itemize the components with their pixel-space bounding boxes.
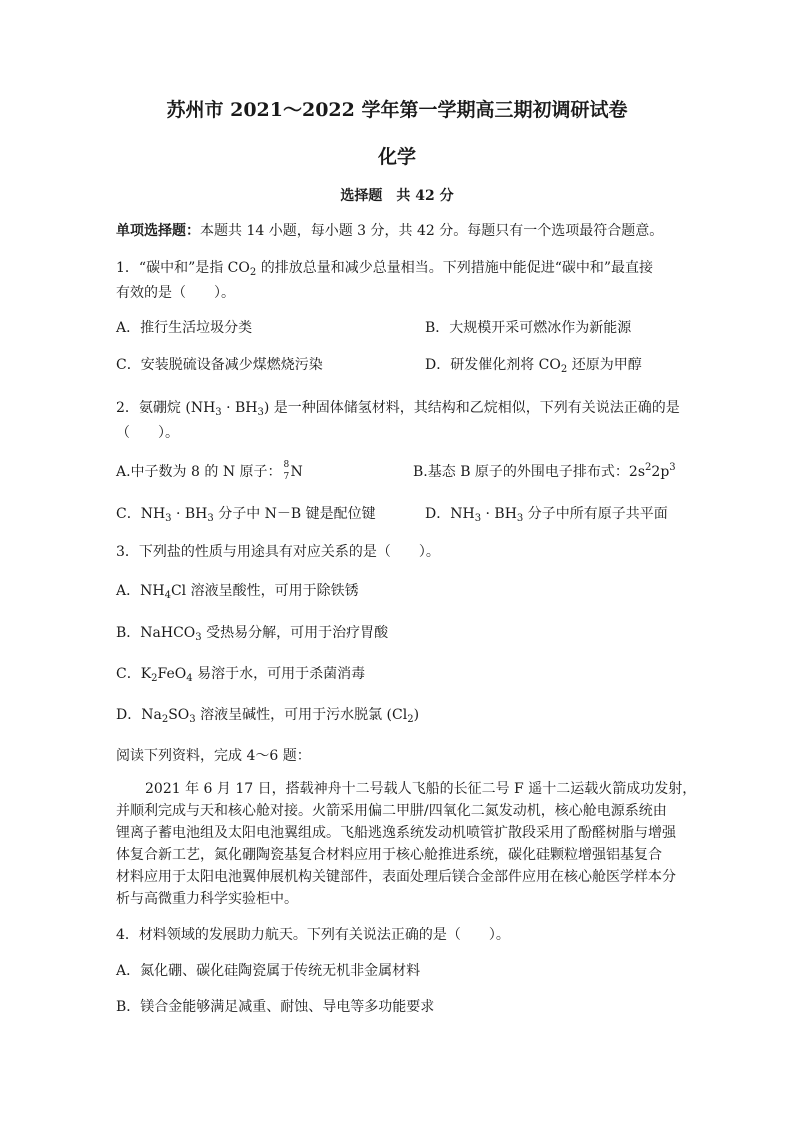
subscript: 3 <box>516 513 524 524</box>
q1-option-d-part: 还原为甲醇 <box>567 357 642 373</box>
section-heading: 选择题 共 42 分 <box>340 188 454 204</box>
element-symbol: N <box>290 464 303 480</box>
subscript: 2 <box>161 714 169 725</box>
q3-option-a-part: Cl 溶液呈酸性，可用于除铁锈 <box>170 583 359 599</box>
q1-stem-line1 <box>116 259 653 277</box>
q3-option-c-part: 易溶于水，可用于杀菌消毒 <box>192 666 366 682</box>
q2-option-a-text: A.中子数为 8 的 N 原子： <box>116 464 282 480</box>
q3-option-c-part: FeO <box>157 666 187 682</box>
q3-option-d-part: SO <box>168 707 190 723</box>
q3-option-a-part: A．NH <box>116 583 165 599</box>
q2-option-d <box>425 505 668 523</box>
q2-stem-part: ) 是一种固体储氢材料，其结构和乙烷相似，下列有关说法正确的是 <box>263 400 680 416</box>
subscript: 3 <box>207 513 214 524</box>
subscript: 3 <box>474 513 482 524</box>
q2-subscript: 3 <box>257 407 264 418</box>
superscript: 3 <box>669 462 676 473</box>
q3-option-b-part: 受热易分解，可用于治疗胃酸 <box>201 625 389 641</box>
subscript: 3 <box>195 632 202 643</box>
q2-subscript: 3 <box>215 407 222 418</box>
q1-stem-part: 的排放总量和减少总量相当。下列措施中能促进“碳中和”最直接 <box>256 260 654 276</box>
atomic-number: 7 <box>283 472 290 482</box>
mass-number: 8 <box>283 460 290 470</box>
reading-line: 体复合新工艺，氮化硼陶瓷基复合材料应用于核心舱推进系统，碳化硅颗粒增强铝基复合 <box>116 847 662 863</box>
nuclide-notation <box>282 460 291 482</box>
q2-option-d-part: 分子中所有原子共平面 <box>523 506 668 522</box>
subscript: 3 <box>189 714 196 725</box>
q3-option-d-part: 溶液呈碱性，可用于污水脱氯 (Cl <box>195 707 408 723</box>
q1-option-b: B．大规模开采可燃冰作为新能源 <box>425 320 632 336</box>
q3-stem: 3．下列盐的性质与用途具有对应关系的是（ ）。 <box>116 544 440 560</box>
q2-option-b-text: B.基态 B 原子的外围电子排布式：2s <box>413 464 646 480</box>
superscript: 2 <box>645 462 652 473</box>
q1-option-d <box>425 356 642 374</box>
q3-option-d-part: ) <box>413 707 420 723</box>
q2-option-a <box>116 460 303 482</box>
q1-stem-part: 1．“碳中和”是指 CO <box>116 260 250 276</box>
q2-option-d-part: D．NH <box>425 506 475 522</box>
q2-option-d-part: · BH <box>481 506 517 522</box>
subscript: 4 <box>186 673 193 684</box>
subscript: 4 <box>164 590 171 601</box>
q2-option-c-part: 分子中 N－B 键是配位键 <box>213 506 376 522</box>
q1-stem-line2: 有效的是（ ）。 <box>116 285 235 301</box>
q2-option-c-part: · BH <box>171 506 208 522</box>
instructions-text: 本题共 14 小题，每小题 3 分，共 42 分。每题只有一个选项最符合题意。 <box>200 223 664 239</box>
reading-line: 析与高微重力科学实验柜中。 <box>116 891 298 907</box>
instructions <box>116 222 663 240</box>
q4-option-a: A．氮化硼、碳化硅陶瓷属于传统无机非金属材料 <box>116 963 421 979</box>
q1-option-a: A．推行生活垃圾分类 <box>116 320 253 336</box>
q2-stem-part: 2．氨硼烷 (NH <box>116 400 216 416</box>
q2-stem-part: · BH <box>221 400 258 416</box>
reading-line: 2021 年 6 月 17 日，搭载神舟十二号载人飞船的长征二号 F 遥十二运载火箭成功发射， <box>145 781 697 797</box>
subscript: 2 <box>151 673 158 684</box>
q4-stem: 4．材料领域的发展助力航天。下列有关说法正确的是（ ）。 <box>116 927 510 943</box>
reading-line: 材料应用于太阳电池翼伸展机构关键部件，表面处理后镁合金部件应用在核心舱医学样本分 <box>116 869 676 885</box>
reading-line: 并顺利完成与天和核心舱对接。火箭采用偏二甲肼/四氧化二氮发动机，核心舱电源系统由 <box>116 803 667 819</box>
q2-option-c-part: C．NH <box>116 506 166 522</box>
q2-option-b-orbital: 2p <box>651 464 670 480</box>
subject-title: 化学 <box>377 146 416 168</box>
q1-option-d-subscript: 2 <box>560 364 568 375</box>
q3-option-c-part: C．K <box>116 666 152 682</box>
subscript: 3 <box>165 513 172 524</box>
q1-subscript: 2 <box>249 267 257 278</box>
exam-title: 苏州市 2021～2022 学年第一学期高三期初调研试卷 <box>166 99 628 121</box>
q3-option-d <box>116 706 419 724</box>
q1-option-d-part: D．研发催化剂将 CO <box>425 357 561 373</box>
q2-stem-line2: （ ）。 <box>116 425 179 441</box>
q4-option-b: B．镁合金能够满足减重、耐蚀、导电等多功能要求 <box>116 999 435 1015</box>
q3-option-a <box>116 582 359 600</box>
q3-option-b <box>116 624 388 642</box>
q1-option-c: C．安装脱硫设备减少煤燃烧污染 <box>116 357 323 373</box>
reading-intro: 阅读下列资料，完成 4～6 题： <box>116 748 311 764</box>
q2-stem-line1 <box>116 399 680 417</box>
subscript: 2 <box>407 714 414 725</box>
q3-option-d-part: D．Na <box>116 707 162 723</box>
q2-option-c <box>116 505 376 523</box>
q2-option-b <box>413 463 676 481</box>
q3-option-b-part: B．NaHCO <box>116 625 196 641</box>
q3-option-c <box>116 665 365 683</box>
instructions-label: 单项选择题： <box>116 223 200 239</box>
reading-line: 锂离子蓄电池组及太阳电池翼组成。飞船逃逸系统发动机喷管扩散段采用了酚醛树脂与增强 <box>116 825 676 841</box>
